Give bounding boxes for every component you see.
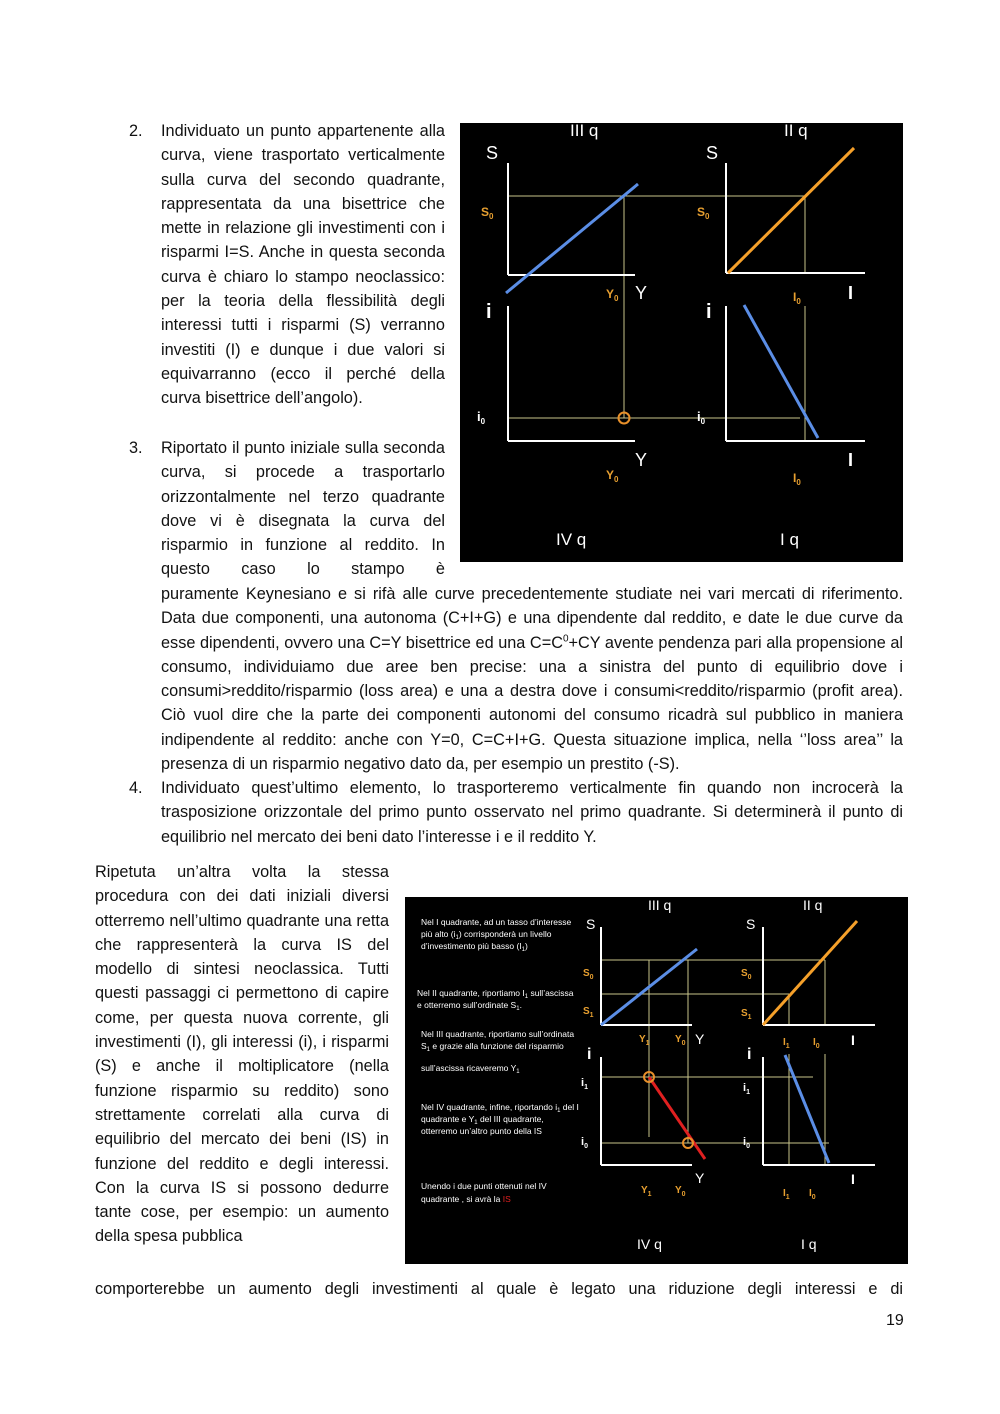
axis-Y-lower-2: Y bbox=[695, 1170, 705, 1186]
svg-text:S1 e grazie alla funzione del: $S_1$ e grazie alla funzione del risparmio bbox=[421, 1041, 564, 1053]
svg-text:Nel I quadrante, ad un tasso d: Nel I quadrante, ad un tasso d’interesse bbox=[421, 917, 572, 927]
q1-label: I q bbox=[780, 530, 799, 549]
label-i1-left-2: $i_1$ bbox=[581, 1077, 588, 1091]
label-I0-upper: $I_0$ bbox=[793, 290, 801, 306]
axis-Y-upper: Y bbox=[635, 283, 648, 303]
label-i1-right-2: $i_1$ bbox=[743, 1082, 750, 1096]
svg-text:Nel III quadrante, riportiamo: Nel III quadrante, riportiamo sull’ordinata bbox=[421, 1029, 575, 1039]
paragraph-narrow: Ripetuta un’altra volta la stessa procedura con dei dati iniziali diversi otterremo nell’ultimo quadrante una retta che rappresenterà la curva IS del modello di sintesi neoclassica. Tutti questi passaggi ci permettono di capire come, per questa nuova corrente, gli investimenti (I), gli interessi (i), i risparmi (S) e anche il moltiplicatore (nella funzione risparmio su reddito) sono strettamente correlati alla curva di equilibrio del mercato dei beni (IS) in funzione del reddito e degli interessi. Con la curva IS si possono dedurre tante cose, per esempio: un aumento della spesa pubblica bbox=[95, 863, 389, 1246]
axes bbox=[508, 163, 865, 441]
axis-I-upper-2: I bbox=[851, 1032, 855, 1048]
svg-text:quadrante , si avrà la IS: quadrante , si avrà la IS bbox=[421, 1194, 511, 1204]
item3-wide-part1: puramente Keynesiano e si rifà alle curve precedentemente studiate nei vari mercati di riferimento. Data due componenti, una autonoma (C+I+G) e una dipendente dal reddito, e date le due curve da esse dipendenti, ovvero una C=Y bisettrice ed una C=C bbox=[161, 585, 903, 652]
q3-label: III q bbox=[570, 123, 599, 140]
label-I0-lower: $I_0$ bbox=[793, 471, 801, 487]
label-I0-lower-2: $I_0$ bbox=[809, 1188, 816, 1201]
figure-is-derivation bbox=[460, 123, 903, 562]
svg-text:Unendo i due punti ottenuti ne: Unendo i due punti ottenuti nel IV bbox=[421, 1181, 547, 1191]
q3-label-2: III q bbox=[648, 897, 672, 913]
label-I0-upper-2: $I_0$ bbox=[813, 1037, 820, 1050]
axis-i-left-2: i bbox=[587, 1046, 592, 1063]
q4-label-2: IV q bbox=[637, 1236, 662, 1252]
saving-line bbox=[506, 184, 638, 293]
axis-S-left-2: S bbox=[586, 916, 596, 932]
list-number-4: 4. bbox=[129, 779, 143, 797]
page-number: 19 bbox=[886, 1312, 904, 1329]
is-curve bbox=[649, 1077, 705, 1159]
item3-wide-part2: +CY avente pendenza pari alla propensione al consumo, individuiamo due aree ben precise: una a sinistra del punto di equilibrio dove i consumi>reddito/risparmio (loss area) e una a destra dove i consumi<reddito/risparmio (profit area). Ciò vuol dire che la parte dei componenti autonomi del consumo ricadrà sul pubblico in maniera indipendente al reddito: anche con Y=0, C=C+I+G. Questa situazione implica, nella ‘’loss area’’ la presenza di un risparmio negativo dato da, per esempio un prestito (-S). bbox=[161, 633, 903, 774]
label-S0-left: $S_0$ bbox=[481, 205, 494, 221]
svg-text:e otterremo sull’ordinate S1.: e otterremo sull’ordinate $S_1$. bbox=[417, 1000, 522, 1012]
axis-I-upper: I bbox=[848, 283, 854, 303]
list-number-2: 2. bbox=[129, 122, 143, 140]
q2-label-2: II q bbox=[803, 897, 823, 913]
svg-text:Nel IV quadrante, infine, ripo: Nel IV quadrante, infine, riportando $i_1$ del I bbox=[421, 1102, 579, 1114]
axis-S-right-2: S bbox=[746, 916, 756, 932]
svg-text:d’investimento più basso (I1): d’investimento più basso $(I_1)$ bbox=[421, 941, 528, 953]
axis-i-right-2: i bbox=[747, 1046, 752, 1063]
svg-text:sull’ascissa ricaveremo Y1: sull’ascissa ricaveremo $Y_1$ bbox=[421, 1063, 520, 1075]
label-S0-right-2: $S_0$ bbox=[741, 968, 752, 981]
label-Y1-lower-2: $Y_1$ bbox=[641, 1185, 652, 1198]
bisector-line-2 bbox=[763, 921, 857, 1025]
label-Y0-upper-2: $Y_0$ bbox=[675, 1034, 686, 1047]
bisector-line bbox=[728, 148, 854, 273]
label-Y0-lower: $Y_0$ bbox=[606, 468, 619, 484]
list-item-3-text-narrow: Riportato il punto iniziale sulla seconda curva, si procede a trasportarlo orizzontalmente nel terzo quadrante dove vi è disegnata la curva del risparmio in funzione al reddito. In questo caso lo stampo è bbox=[161, 439, 445, 579]
label-S0-left-2: $S_0$ bbox=[583, 968, 594, 981]
guide-lines bbox=[508, 196, 805, 440]
label-i0-right-2: $i_0$ bbox=[743, 1136, 750, 1150]
list-item-4-text: Individuato quest’ultimo elemento, lo trasporteremo verticalmente fin quando non incrocerà la trasposizione orizzontale del primo punto osservato nel primo quadrante. Si determinerà il punto di equilibrio nel mercato dei beni dato l’interesse i e il reddito Y. bbox=[161, 779, 903, 846]
svg-text:Nel II quadrante, riportiamo I: Nel II quadrante, riportiamo $I_1$ sull’ascissa bbox=[417, 988, 574, 1000]
label-i0-right: $i_0$ bbox=[697, 409, 706, 426]
axis-i-right: i bbox=[706, 301, 712, 323]
label-i0-left: $i_0$ bbox=[477, 409, 486, 426]
axis-I-lower-2: I bbox=[851, 1171, 855, 1187]
axis-Y-lower: Y bbox=[635, 450, 648, 470]
label-i0-left-2: $i_0$ bbox=[581, 1136, 588, 1150]
axis-I-lower: I bbox=[848, 450, 854, 470]
axes-2 bbox=[601, 927, 875, 1165]
investment-line-2 bbox=[785, 1055, 829, 1163]
list-number-3: 3. bbox=[129, 439, 143, 457]
svg-text:quadrante e Y1 del III quadran: quadrante e $Y_1$ del III quadrante, bbox=[421, 1114, 544, 1126]
figure-notes bbox=[417, 917, 579, 1204]
paragraph-wide: comporterebbe un aumento degli investimenti al quale è legato una riduzione degli interessi e di bbox=[95, 1280, 903, 1298]
label-Y0-upper: $Y_0$ bbox=[606, 287, 619, 303]
axis-S-left: S bbox=[486, 143, 499, 163]
item3-superscript: 0 bbox=[562, 633, 569, 645]
label-S0-right: $S_0$ bbox=[697, 205, 710, 221]
q2-label: II q bbox=[784, 123, 808, 140]
axis-Y-upper-2: Y bbox=[695, 1031, 705, 1047]
svg-text:otterremo un’altro punto della: otterremo un’altro punto della IS bbox=[421, 1126, 542, 1136]
axis-S-right: S bbox=[706, 143, 719, 163]
label-Y1-upper-2: $Y_1$ bbox=[639, 1034, 650, 1047]
svg-text:più alto (i1) corrisponderà u: più alto $(i_1)$ corrisponderà un livello bbox=[421, 929, 552, 941]
q1-label-2: I q bbox=[801, 1236, 817, 1252]
q4-label: IV q bbox=[556, 530, 587, 549]
label-Y0-lower-2: $Y_0$ bbox=[675, 1185, 686, 1198]
label-I1-upper-2: $I_1$ bbox=[783, 1037, 790, 1050]
list-item-2-text: Individuato un punto appartenente alla curva, viene trasportato verticalmente sulla curva del secondo quadrante, rappresentata da una bisettrice che mette in relazione gli investimenti con i risparmi I=S. Anche in questa seconda curva è chiaro lo stampo neoclassico: per la teoria della flessibilità degli interessi tutti i risparmi (S) verranno investiti (I) e dunque i due valori si equivarranno (ecco il perché della curva bisettrice dell’angolo). bbox=[161, 122, 445, 408]
axis-i-left: i bbox=[486, 301, 492, 323]
figure-is-curve bbox=[405, 897, 908, 1264]
label-I1-lower-2: $I_1$ bbox=[783, 1188, 790, 1201]
label-S1-left-2: $S_1$ bbox=[583, 1006, 594, 1019]
list-item-3-text-wide bbox=[161, 582, 903, 776]
label-S1-right-2: $S_1$ bbox=[741, 1008, 752, 1021]
